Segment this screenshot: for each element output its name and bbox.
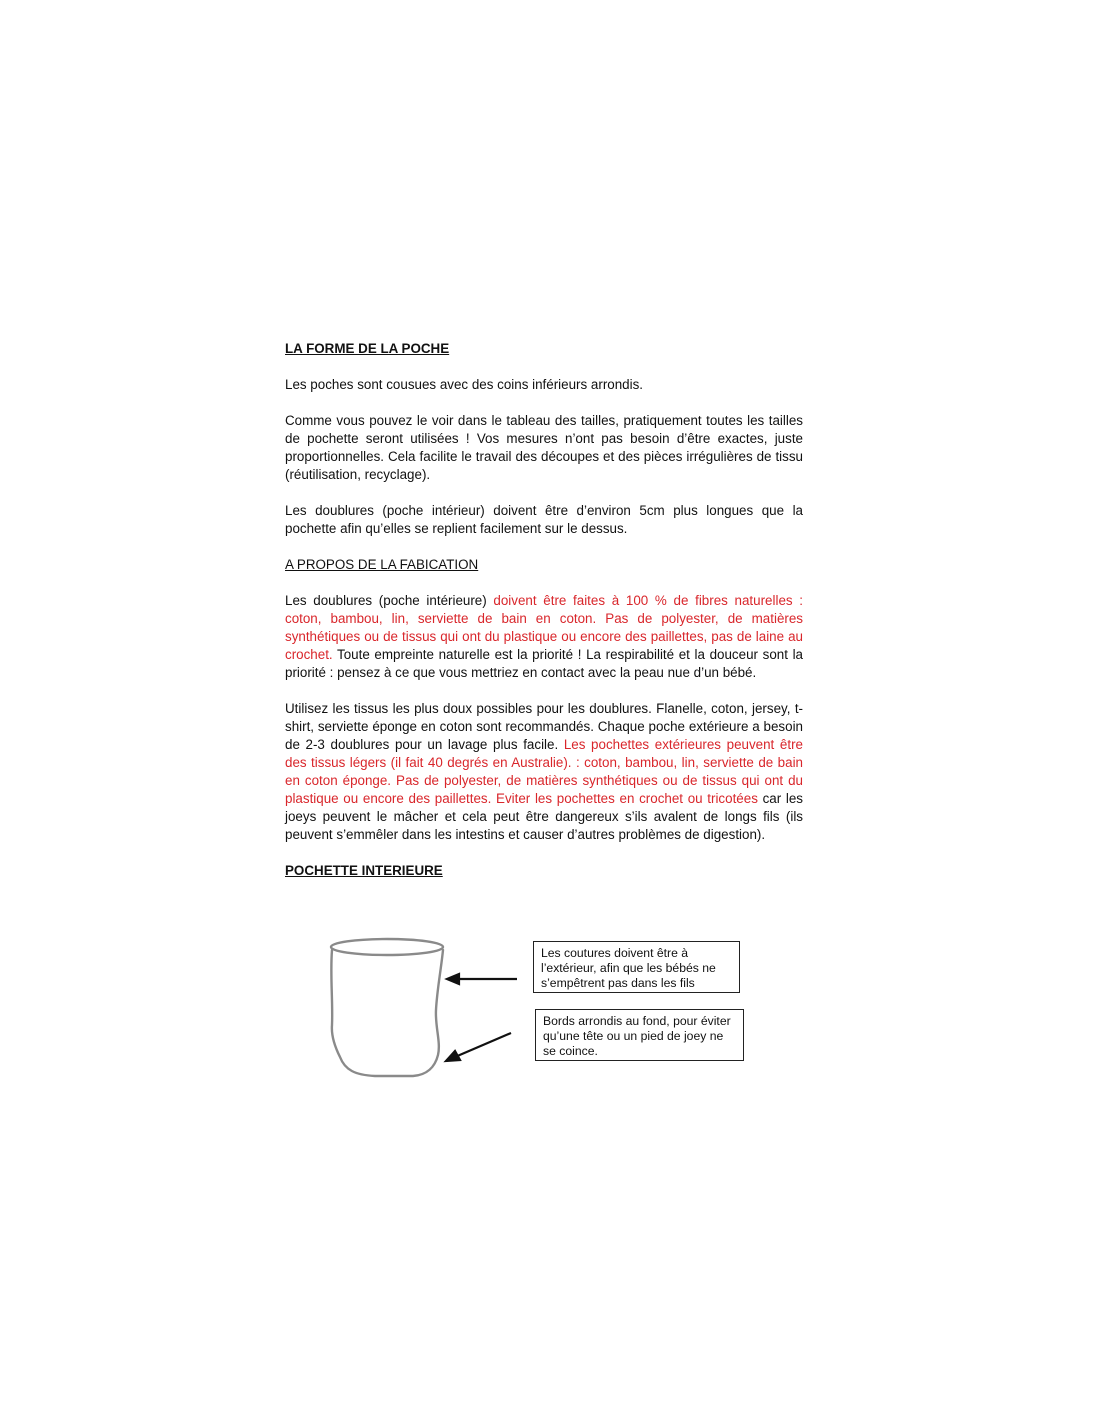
document-body xyxy=(285,340,803,898)
pouch-diagram xyxy=(285,925,805,1095)
heading-pochette-interieure: POCHETTE INTERIEURE xyxy=(285,863,443,878)
callout-bords-arrondis: Bords arrondis au fond, pour éviter qu’une tête ou un pied de joey ne se coince. xyxy=(535,1009,744,1061)
callout-coutures: Les coutures doivent être à l’extérieur, afin que les bébés ne s’empêtrent pas dans les fils xyxy=(533,941,740,993)
text-segment: car les joeys peuvent le mâcher et cela peut être dangereux s’ils avalent de longs fils (ils peuvent s’emmêler dans les intestins et causer d’autres problèmes de digestion). xyxy=(285,791,803,842)
heading-fabrication: A PROPOS DE LA FABICATION xyxy=(285,557,479,572)
paragraph-tailles: Comme vous pouvez le voir dans le tableau des tailles, pratiquement toutes les tailles de pochette seront utilisées ! Vos mesures n’ont pas besoin d’être exactes, juste proportionnelles. Cela facilite le travail des découpes et des pièces irrégulières de tissu (réutilisation, recyclage). xyxy=(285,413,803,482)
text-segment: Toute empreinte naturelle est la priorité ! La respirabilité et la douceur sont la priorité : pensez à ce que vous mettriez en contact avec la peau nue d’un bébé. xyxy=(285,647,803,680)
paragraph-doublures-longueur: Les doublures (poche intérieur) doivent être d’environ 5cm plus longues que la pochette afin qu’elles se replient facilement sur le dessus. xyxy=(285,503,803,536)
pouch-body xyxy=(331,950,443,1076)
text-segment: Utilisez les tissus les plus doux possibles pour les doublures. Flanelle, coton, jersey, t-shirt, serviette éponge en coton sont recommandés. Chaque poche extérieure a besoin de 2-3 doublures pour un lavage plus facile. xyxy=(285,701,803,752)
text-segment: Les doublures (poche intérieure) xyxy=(285,593,494,608)
pouch-opening xyxy=(331,939,443,955)
text-segment-red: Les pochettes extérieures peuvent être des tissus légers (il fait 40 degrés en Australie). : coton, bambou, lin, serviette de bain en coton éponge. Pas de polyester, de matières synthétiques ou de tissus qui ont du plastique ou encore des paillettes. Eviter les pochettes en crochet ou tricotées xyxy=(285,737,803,806)
paragraph-coins-arrondis: Les poches sont cousues avec des coins inférieurs arrondis. xyxy=(285,377,644,392)
text-segment-red: doivent être faites à 100 % de fibres naturelles : coton, bambou, lin, serviette de bain en coton. Pas de polyester, de matières synthétiques ou de tissus qui ont du plastique ou encore des paillettes, pas de laine au crochet. xyxy=(285,593,804,662)
heading-forme-de-la-poche: LA FORME DE LA POCHE xyxy=(285,341,450,356)
paragraph-tissus-doux xyxy=(285,700,803,844)
arrow-top xyxy=(447,974,517,984)
arrow-bottom xyxy=(446,1033,511,1061)
paragraph-doublures-fibres xyxy=(285,592,803,682)
pouch-shape xyxy=(331,939,443,1076)
